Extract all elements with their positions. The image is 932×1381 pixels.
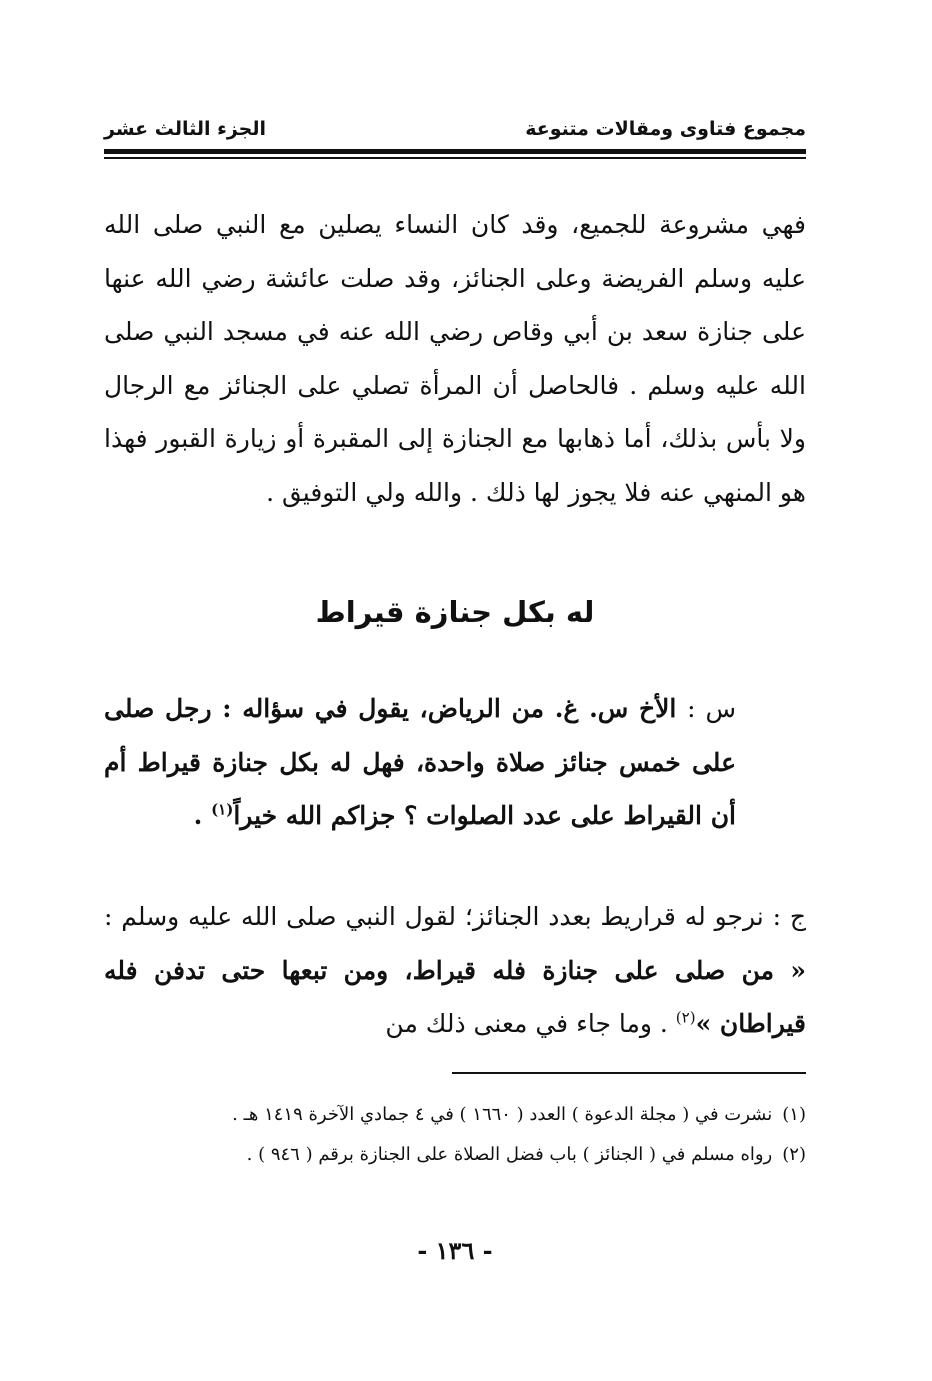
header-rule-thick <box>104 149 806 154</box>
section-title: له بكل جنازة قيراط <box>315 595 595 629</box>
book-title: مجموع فتاوى ومقالات متنوعة <box>525 118 806 140</box>
answer-paragraph <box>104 890 806 1051</box>
page-number: - ١٣٦ - <box>417 1236 493 1265</box>
hadith-quote: « من صلى على جنازة فله قيراط، ومن تبعها حتى تدفن فله قيراطان » <box>104 955 806 1038</box>
footnote-text: رواه مسلم في ( الجنائز ) باب فضل الصلاة على الجنازة برقم ( ٩٤٦ ) . <box>246 1144 773 1165</box>
footnote-ref-1: (١) <box>211 800 234 819</box>
header-rule-thin <box>104 157 806 159</box>
footnote-2 <box>104 1137 806 1173</box>
question-text: الأخ س. غ. من الرياض، يقول في سؤاله : رجل صلى على خمس جنائز صلاة واحدة، فهل له بكل جنازة قيراط أم أن القيراط على عدد الصلوات ؟ جزاكم الله خيراً <box>104 694 736 830</box>
answer-text-after: . وما جاء في معنى ذلك من <box>385 1009 668 1038</box>
footnote-ref-2: (٢) <box>675 1008 696 1027</box>
volume-label: الجزء الثالث عشر <box>104 118 267 140</box>
footnote-text: نشرت في ( مجلة الدعوة ) العدد ( ١٦٦٠ ) في ٤ جمادي الآخرة ١٤١٩ هـ . <box>232 1104 773 1125</box>
answer-marker: ج : <box>772 902 806 931</box>
footnote-separator <box>452 1072 806 1074</box>
footnote-number: (٢) <box>782 1144 806 1165</box>
running-header <box>104 116 806 148</box>
question-marker: س : <box>687 694 736 723</box>
answer-text-before: نرجو له قراريط بعدد الجنائز؛ لقول النبي صلى الله عليه وسلم : <box>104 902 764 931</box>
question-end: . <box>193 801 203 830</box>
footnote-1 <box>104 1097 806 1133</box>
question-paragraph <box>104 682 736 843</box>
footnote-number: (١) <box>782 1104 806 1125</box>
footnotes <box>104 1097 806 1177</box>
intro-paragraph: فهي مشروعة للجميع، وقد كان النساء يصلين مع النبي صلى الله عليه وسلم الفريضة وعلى الجنائز، وقد صلت عائشة رضي الله عنها على جنازة سعد بن أبي وقاص رضي الله عنه في مسجد النبي صلى الله عليه وسلم . فالحاصل أن المرأة تصلي على الجنائز مع الرجال ولا بأس بذلك، أما ذهابها مع الجنازة إلى المقبرة أو زيارة القبور فهذا هو المنهي عنه فلا يجوز لها ذلك . والله ولي التوفيق . <box>104 210 806 507</box>
